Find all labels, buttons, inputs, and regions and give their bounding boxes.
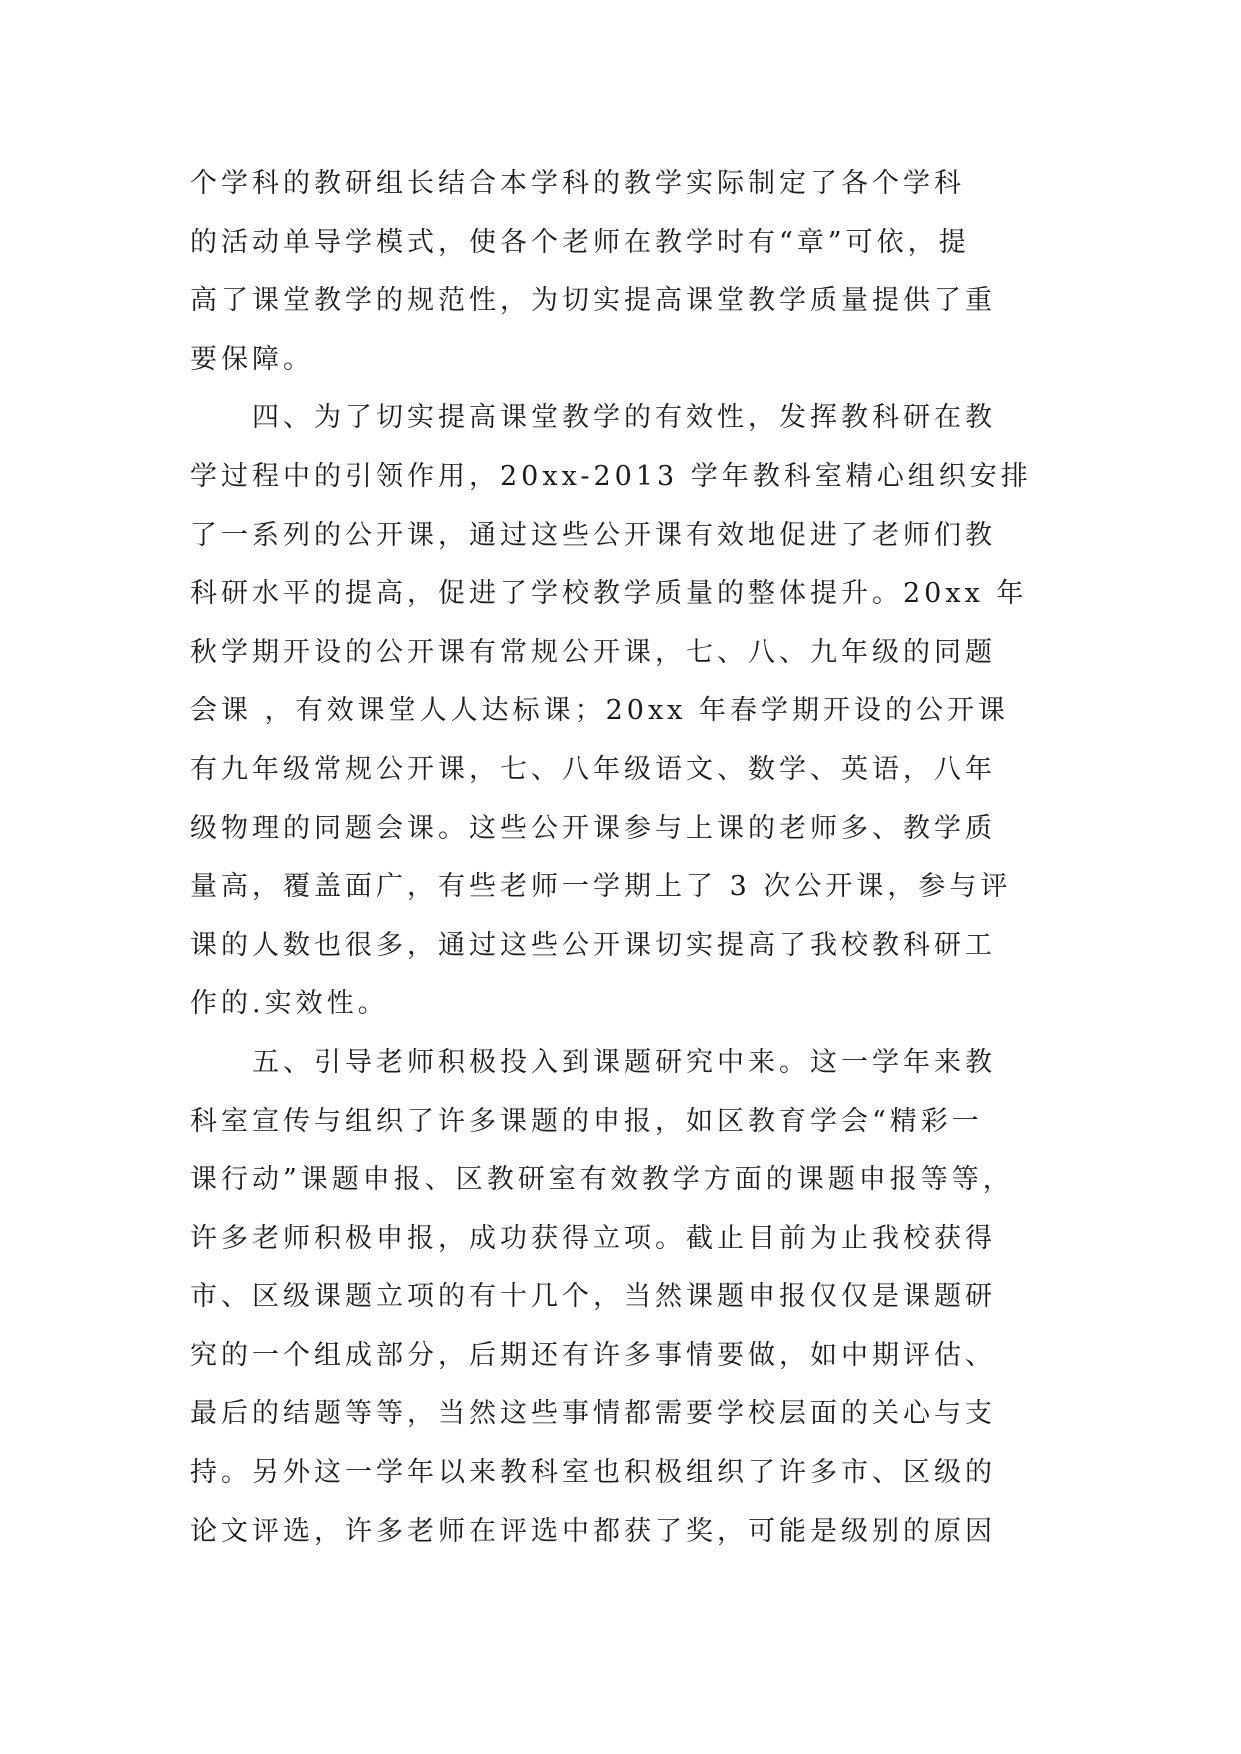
text-line-15: 作的.实效性。: [190, 988, 389, 1020]
text-line-9: 秋学期开设的公开课有常规公开课，七、八、九年级的同题: [190, 636, 996, 668]
text-line-8: 科研水平的提高，促进了学校教学质量的整体提升。20xx 年: [190, 578, 1028, 610]
text-line-6: 学过程中的引领作用，20xx-2013 学年教科室精心组织安排: [190, 460, 1032, 492]
text-line-1: 个学科的教研组长结合本学科的教学实际制定了各个学科: [190, 168, 965, 199]
text-line-14: 课的人数也很多，通过这些公开课切实提高了我校教科研工: [190, 929, 996, 961]
text-line-2: 的活动单导学模式，使各个老师在教学时有“章”可依，提: [190, 226, 970, 258]
text-line-22: 最后的结题等等，当然这些事情都需要学校层面的关心与支: [190, 1398, 996, 1430]
text-line-23: 持。另外这一学年以来教科室也积极组织了许多市、区级的: [190, 1457, 996, 1489]
text-line-18: 课行动”课题申报、区教研室有效教学方面的课题申报等等，: [190, 1164, 1014, 1196]
text-line-11: 有九年级常规公开课，七、八年级语文、数学、英语，八年: [190, 753, 996, 785]
body-text: [190, 155, 1060, 1561]
text-line-16: 五、引导老师积极投入到课题研究中来。这一学年来教: [190, 1046, 996, 1078]
text-line-4: 要保障。: [190, 343, 314, 375]
text-line-5: 四、为了切实提高课堂教学的有效性，发挥教科研在教: [190, 402, 996, 434]
text-line-21: 究的一个组成部分，后期还有许多事情要做，如中期评估、: [190, 1339, 996, 1371]
text-line-17: 科室宣传与组织了许多课题的申报，如区教育学会“精彩一: [190, 1105, 983, 1137]
text-line-12: 级物理的同题会课。这些公开课参与上课的老师多、教学质: [190, 812, 996, 844]
text-line-3: 高了课堂教学的规范性，为切实提高课堂教学质量提供了重: [190, 285, 996, 317]
text-line-24: 论文评选，许多老师在评选中都获了奖，可能是级别的原因: [190, 1515, 996, 1547]
text-line-13: 量高，覆盖面广，有些老师一学期上了 3 次公开课，参与评: [190, 871, 1012, 903]
text-line-19: 许多老师积极申报，成功获得立项。截止目前为止我校获得: [190, 1222, 996, 1254]
text-line-10: 会课 ，有效课堂人人达标课；20xx 年春学期开设的公开课: [190, 695, 1009, 727]
text-line-20: 市、区级课题立项的有十几个，当然课题申报仅仅是课题研: [190, 1281, 996, 1313]
text-line-7: 了一系列的公开课，通过这些公开课有效地促进了老师们教: [190, 519, 996, 551]
